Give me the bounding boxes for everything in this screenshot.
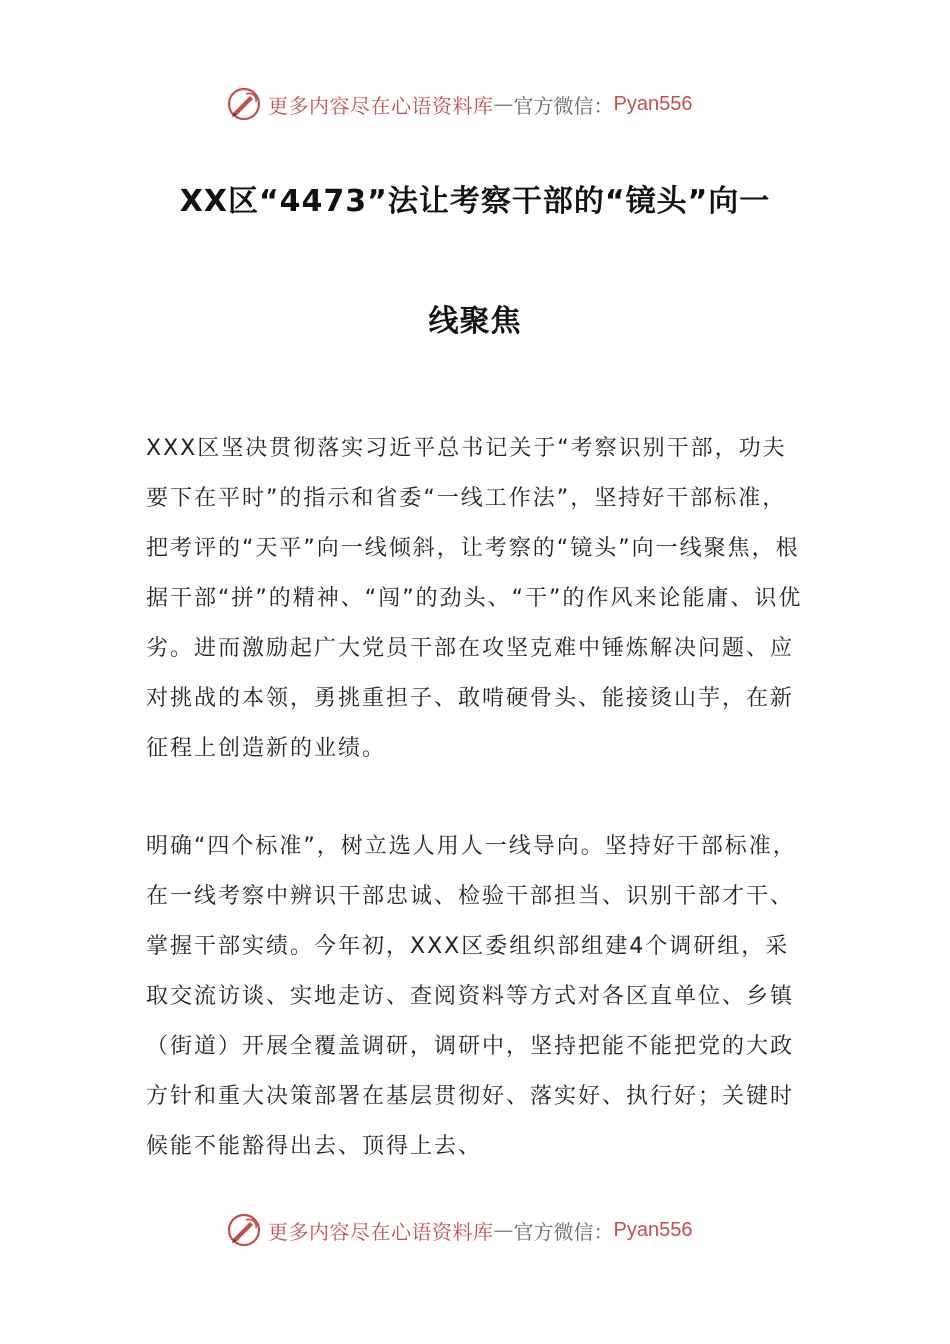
document-title-line-2: 线聚焦 (428, 304, 522, 339)
body-paragraph-2: 明确“四个标准”，树立选人用人一线导向。坚持好干部标准，在一线考察中辨识干部忠诚、检验干部担当、识别干部才干、掌握干部实绩。今年初，XXX区委组织部组建4个调研组，采取交流访谈、实地走访、查阅资料等方式对各区直单位、乡镇（街道）开展全覆盖调研，调研中，坚持把能不能把党的大政方针和重大决策部署在基层贯彻好、落实好、执行好；关键时候能不能豁得出去、顶得上去、 (146, 834, 797, 1159)
pen-logo-icon (226, 1212, 262, 1248)
header-watermark-banner (226, 84, 692, 124)
watermark-text: 更多内容尽在心语资料库 (268, 93, 494, 118)
watermark-dash: — (493, 92, 514, 116)
watermark-wechat-id: Pyan556 (613, 1218, 693, 1241)
watermark-official-label: 官方微信： (513, 93, 614, 118)
watermark-wechat-id: Pyan556 (613, 92, 693, 115)
footer-watermark-banner (226, 1210, 692, 1250)
pen-logo-icon (226, 86, 262, 122)
document-title-line-1: XX区“4473”法让考察干部的“镜头”向一 (179, 184, 771, 219)
watermark-official-label: 官方微信： (513, 1219, 614, 1244)
body-paragraph-1: XXX区坚决贯彻落实习近平总书记关于“考察识别干部，功夫要下在平时”的指示和省委“一线工作法”，坚持好干部标准，把考评的“天平”向一线倾斜，让考察的“镜头”向一线聚焦，根据干部“拼”的精神、“闯”的劲头、“干”的作风来论能庸、识优劣。进而激励起广大党员干部在攻坚克难中锤炼解决问题、应对挑战的本领，勇挑重担子、敢啃硬骨头、能接烫山芋，在新征程上创造新的业绩。 (146, 436, 803, 761)
watermark-dash: — (493, 1218, 514, 1242)
watermark-text: 更多内容尽在心语资料库 (268, 1219, 494, 1244)
